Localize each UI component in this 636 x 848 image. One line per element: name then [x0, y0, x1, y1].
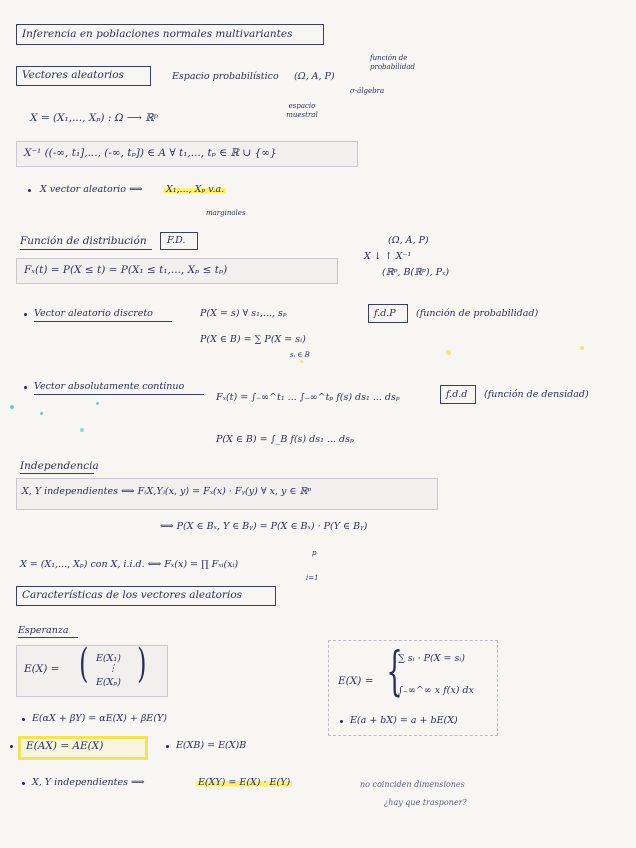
E-vector-top: E(X₁)	[96, 653, 121, 664]
discreto-sum: P(X ∈ B) = ∑ P(X = sᵢ)	[200, 334, 306, 345]
E-scalar-lhs: E(X) =	[338, 675, 374, 687]
indep-lhs: X, Y independientes ⟹	[32, 777, 145, 788]
preimage-condition: X⁻¹ ((-∞, t₁],..., (-∞, tₚ]) ∈ A ∀ t₁,..., tₚ ∈ ℝ ∪ {∞}	[24, 147, 277, 159]
note-dimensiones: no coinciden dimensiones	[360, 780, 465, 789]
section-header-fd: Función de distribución	[20, 235, 147, 247]
page-title: Inferencia en poblaciones normales multivariantes	[22, 28, 293, 40]
va-highlight: X₁,..., Xₚ v.a.	[166, 184, 225, 195]
fd-underline	[20, 249, 152, 250]
ink-dot	[40, 412, 43, 415]
indep-rhs-wrap	[196, 778, 292, 788]
triple-map: X ↓ ↑ X⁻¹	[364, 251, 412, 262]
indep-line-3: X = (X₁,..., Xₚ) con X, i.i.d. ⟺ Fₓ(x) = ∏ Fₓᵢ(xᵢ)	[20, 559, 239, 570]
fdp-box-label: f.d.P	[374, 308, 396, 319]
ink-dot	[446, 350, 451, 355]
continuo-int: P(X ∈ B) = ∫_B f(s) ds₁ ... dsₚ	[216, 434, 354, 445]
bullet-xb	[166, 745, 169, 748]
esperanza-label: Esperanza	[18, 625, 69, 636]
E-vector-lhs: E(X) =	[24, 663, 60, 675]
note-muestral: espacio muestral	[286, 102, 318, 120]
E-linear: E(αX + βY) = αE(X) + βE(Y)	[32, 713, 167, 724]
esperanza-underline	[18, 637, 78, 638]
indep-line-2: ⟺ P(X ∈ Bₓ, Y ∈ Bᵧ) = P(X ∈ Bₓ) · P(Y ∈ Bᵧ)	[160, 521, 368, 532]
fd-box-label: F.D.	[167, 235, 186, 246]
E-affine: E(a + bX) = a + bE(X)	[350, 715, 458, 726]
E-vector-dots: ⋮	[108, 663, 118, 674]
independencia-underline	[20, 473, 94, 474]
discreto-sum-sub: sᵢ ∈ B	[290, 351, 310, 359]
bullet-lin	[22, 718, 25, 721]
E-scalar-brace: {	[386, 642, 403, 702]
bullet-vector-aleatorio: X vector aleatorio ⟺	[40, 184, 143, 195]
E-vector-bot: E(Xₚ)	[96, 677, 121, 688]
E-AX: E(AX) = AE(X)	[26, 740, 104, 752]
E-scalar-top: ∑ sᵢ · P(X = sᵢ)	[398, 653, 466, 664]
bullet-2	[24, 313, 27, 316]
fdd-box-label: f.d.d	[446, 389, 468, 400]
continuo-def: Fₓ(t) = ∫₋∞^t₁ ... ∫₋∞^tₚ f(s) ds₁ ... dsₚ	[216, 392, 400, 403]
ink-dot	[96, 402, 99, 405]
bullet-highlight	[164, 185, 226, 195]
continuo-label: Vector absolutamente continuo	[34, 381, 185, 392]
section-header-independencia: Independencia	[20, 460, 99, 472]
note-sigma: σ-álgebra	[350, 87, 385, 95]
bullet-3	[24, 386, 27, 389]
discreto-def: P(X = s) ∀ s₁,..., sₚ	[200, 308, 287, 319]
continuo-underline	[34, 394, 204, 395]
bullet-indep	[22, 782, 25, 785]
E-scalar-bot: ∫₋∞^∞ x f(x) dx	[398, 685, 474, 696]
bullet-1	[28, 189, 31, 192]
ink-dot	[580, 346, 584, 350]
indep-prod-top: p	[312, 549, 317, 557]
discreto-label: Vector aleatorio discreto	[34, 308, 153, 319]
F-definition: Fₓ(t) = P(X ≤ t) = P(X₁ ≤ t₁,..., Xₚ ≤ tₚ)	[24, 264, 228, 276]
E-vector-paren: (	[79, 641, 89, 687]
triple-omega: (Ω, A, P)	[388, 235, 429, 246]
marginales-note: marginales	[206, 209, 246, 217]
E-vector-paren-close: )	[137, 641, 147, 687]
indep-rhs: E(XY) = E(X) · E(Y)	[198, 777, 291, 788]
espacio-tuple: (Ω, A, P)	[294, 71, 335, 82]
espacio-label: Espacio probabilístico	[172, 71, 279, 82]
bullet-affine	[340, 720, 343, 723]
fdp-note: (función de probabilidad)	[416, 308, 539, 319]
note-funcion-prob: función de probabilidad	[370, 54, 416, 72]
ink-dot	[300, 360, 303, 363]
section-header-vectores: Vectores aleatorios	[22, 69, 124, 81]
section-header-caracteristicas: Características de los vectores aleatorios	[22, 589, 243, 601]
ink-dot	[10, 405, 14, 409]
note-trasponer: ¿hay que trasponer?	[384, 798, 467, 807]
discreto-underline	[34, 321, 172, 322]
indep-prod-idx: i=1	[306, 574, 319, 582]
triple-rp: (ℝᵖ, B(ℝᵖ), Pₓ)	[382, 267, 450, 278]
ink-dot	[80, 428, 84, 432]
bullet-ax	[10, 745, 13, 748]
vector-map: X = (X₁,..., Xₚ) : Ω ⟶ ℝᵖ	[30, 112, 159, 124]
indep-line-1: X, Y independientes ⟺ F₍X,Y₎(x, y) = Fₓ(x) · Fᵧ(y) ∀ x, y ∈ ℝᵖ	[22, 486, 312, 497]
fdd-note: (función de densidad)	[484, 389, 589, 400]
E-XB: E(XB) = E(X)B	[176, 740, 247, 751]
